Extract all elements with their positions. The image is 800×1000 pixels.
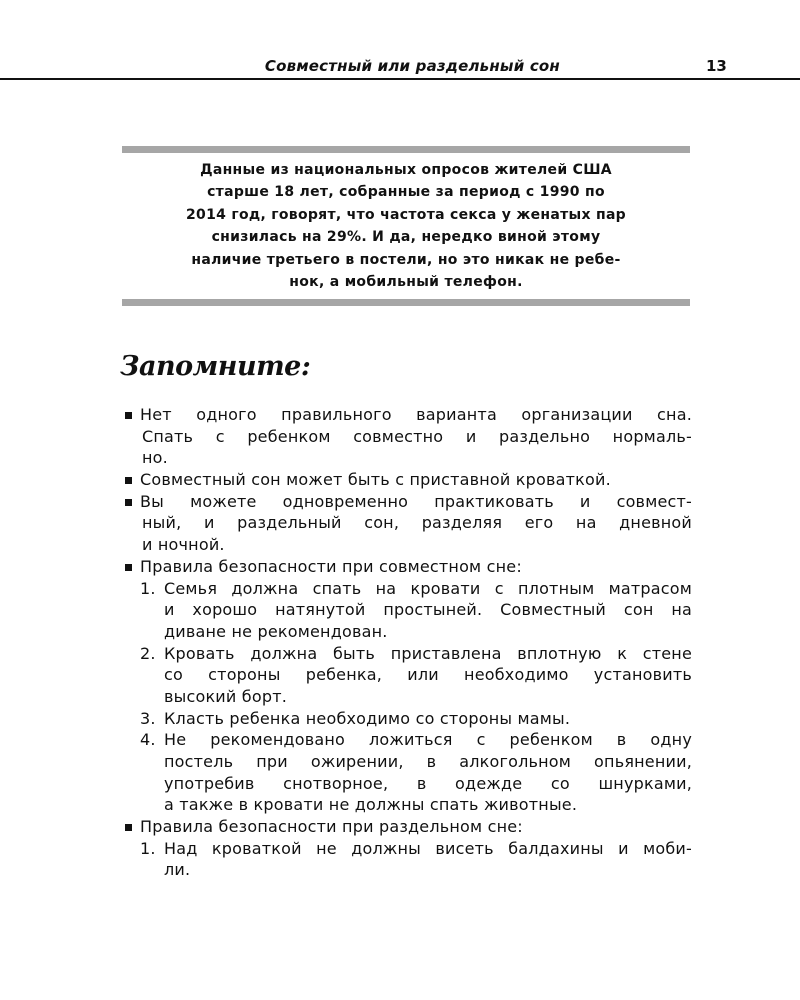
list-item-text: Вы можете одновременно практиковать и совмест- [140, 491, 692, 511]
list-item-text: ный, и раздельный сон, разделяя его на дневной [142, 513, 692, 533]
numbered-item-text: Класть ребенка необходимо со стороны мамы. [164, 708, 571, 728]
numbered-item [120, 708, 692, 730]
callout-line: нок, а мобильный телефон. [289, 274, 523, 291]
list-item-text: и ночной. [142, 535, 225, 555]
item-number: 1. [140, 838, 156, 858]
numbered-item-continuation [120, 686, 692, 708]
numbered-item-continuation [120, 751, 692, 773]
list-item-text: Нет одного правильного варианта организации сна. [140, 405, 692, 424]
list-item-continuation [120, 534, 692, 556]
numbered-item-text: Над кроваткой не должны висеть балдахины и моби- [164, 838, 692, 858]
running-head-title: Совместный или раздельный сон [264, 57, 560, 75]
item-number: 3. [140, 708, 156, 728]
callout-box [140, 159, 672, 293]
numbered-item-continuation [120, 664, 692, 686]
list-item [120, 469, 692, 491]
bullet-marker-icon [125, 477, 132, 484]
list-item-continuation [120, 447, 692, 469]
numbered-item-text: со стороны ребенка, или необходимо установить [164, 665, 692, 685]
numbered-item-text: Семья должна спать на кровати с плотным матрасом [164, 578, 692, 598]
numbered-item-continuation [120, 794, 692, 816]
list-item [120, 816, 692, 838]
numbered-item [120, 578, 692, 600]
numbered-item-text: Не рекомендовано ложиться с ребенком в одну [164, 730, 692, 750]
callout-line: старше 18 лет, собранные за период с 1990 по [207, 184, 605, 201]
numbered-item [120, 838, 692, 860]
numbered-item-continuation [120, 621, 692, 643]
numbered-item-continuation [120, 859, 692, 881]
numbered-item-text: а также в кровати не должны спать животные. [164, 795, 578, 815]
bullet-list [120, 404, 692, 881]
numbered-item-text: диване не рекомендован. [164, 621, 388, 641]
bullet-marker-icon [125, 564, 132, 571]
callout-top-rule [122, 146, 690, 153]
list-item [120, 404, 692, 426]
list-item-continuation [120, 426, 692, 448]
callout-line: снизилась на 29%. И да, нередко виной этому [211, 229, 601, 246]
list-item [120, 556, 692, 578]
numbered-item-text: Кровать должна быть приставлена вплотную к стене [164, 643, 692, 663]
numbered-item-continuation [120, 599, 692, 621]
numbered-item [120, 643, 692, 665]
item-number: 4. [140, 730, 156, 750]
callout-line: Данные из национальных опросов жителей США [200, 162, 612, 178]
numbered-item-text: ли. [164, 860, 191, 880]
bullet-marker-icon [125, 412, 132, 419]
bullet-marker-icon [125, 499, 132, 506]
section-heading: Запомните: [120, 351, 311, 382]
list-item-text: Совместный сон может быть с приставной кроваткой. [140, 470, 611, 490]
callout-line: 2014 год, говорят, что частота секса у женатых пар [185, 206, 627, 223]
list-item-text: но. [142, 448, 168, 468]
numbered-item [120, 729, 692, 751]
callout-line: наличие третьего в постели, но это никак не ребе- [191, 251, 621, 268]
numbered-item-text: и хорошо натянутой простыней. Совместный сон на [164, 600, 692, 620]
item-number: 1. [140, 578, 156, 598]
numbered-item-text: высокий борт. [164, 686, 288, 706]
list-item-text: Правила безопасности при раздельном сне: [140, 817, 523, 837]
header-rule [0, 78, 800, 80]
callout-bottom-rule [122, 299, 690, 306]
bullet-marker-icon [125, 824, 132, 831]
list-item-continuation [120, 512, 692, 534]
list-item-text: Правила безопасности при совместном сне: [140, 556, 522, 576]
numbered-item-text: употребив снотворное, в одежде со шнурками, [164, 773, 692, 793]
list-item [120, 491, 692, 513]
page-number: 13 [706, 57, 727, 75]
numbered-item-continuation [120, 773, 692, 795]
running-head [0, 55, 800, 79]
numbered-item-text: постель при ожирении, в алкогольном опьянении, [164, 752, 692, 771]
list-item-text: Спать с ребенком совместно и раздельно нормаль- [142, 426, 692, 446]
item-number: 2. [140, 643, 156, 663]
